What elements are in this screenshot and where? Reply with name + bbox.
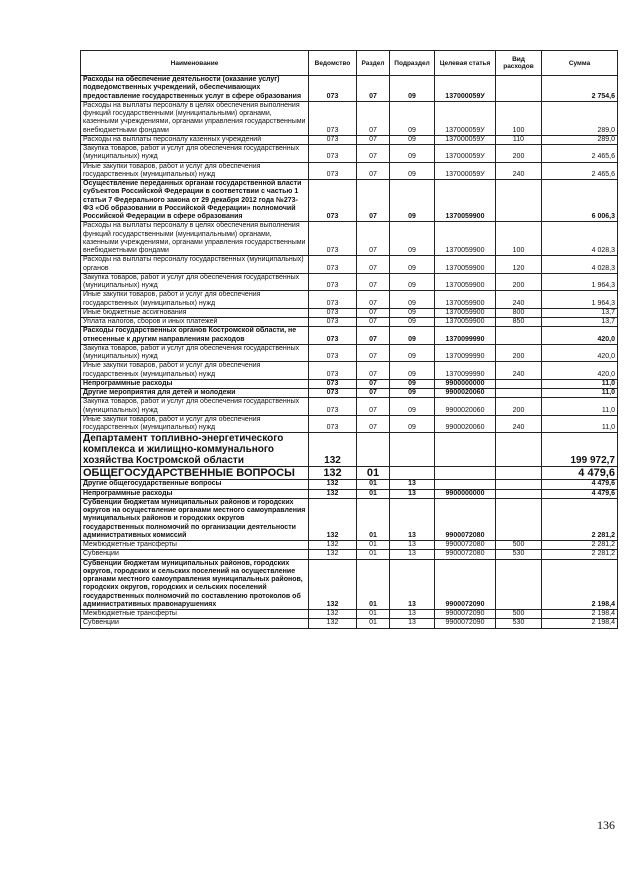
cell-target: 1370099990 xyxy=(435,327,496,345)
cell-sum: 2 198,4 xyxy=(542,559,618,610)
cell-section: 07 xyxy=(357,222,390,256)
cell-dept: 132 xyxy=(309,541,357,550)
cell-name: Непрограммные расходы xyxy=(81,489,309,498)
cell-target: 9900072090 xyxy=(435,610,496,619)
table-row xyxy=(81,180,618,222)
cell-section: 07 xyxy=(357,318,390,327)
cell-kind xyxy=(496,180,542,222)
cell-dept: 132 xyxy=(309,467,357,480)
cell-sum: 11,0 xyxy=(542,389,618,398)
cell-subsection: 09 xyxy=(390,76,435,102)
cell-dept: 073 xyxy=(309,398,357,416)
table-row xyxy=(81,101,618,135)
cell-dept: 073 xyxy=(309,76,357,102)
table-row xyxy=(81,76,618,102)
cell-name: Субвенции xyxy=(81,550,309,559)
header-dept: Ведомство xyxy=(309,51,357,76)
cell-subsection: 09 xyxy=(390,389,435,398)
table-row xyxy=(81,480,618,489)
page-number: 136 xyxy=(597,818,615,832)
cell-sum: 1 964,3 xyxy=(542,291,618,309)
cell-name: Иные закупки товаров, работ и услуг для обеспечения государственных (муниципальных) нужд xyxy=(81,415,309,433)
cell-subsection: 09 xyxy=(390,145,435,163)
cell-name: Непрограммные расходы xyxy=(81,379,309,388)
table-row xyxy=(81,550,618,559)
cell-dept: 073 xyxy=(309,344,357,362)
header-subsection: Подраздел xyxy=(390,51,435,76)
cell-kind: 500 xyxy=(496,610,542,619)
cell-sum: 4 479,6 xyxy=(542,480,618,489)
cell-kind xyxy=(496,379,542,388)
cell-section: 01 xyxy=(357,619,390,628)
cell-section: 01 xyxy=(357,550,390,559)
table-row xyxy=(81,467,618,480)
cell-sum: 420,0 xyxy=(542,327,618,345)
cell-subsection: 09 xyxy=(390,327,435,345)
cell-target: 9900072080 xyxy=(435,541,496,550)
cell-subsection: 13 xyxy=(390,559,435,610)
table-row xyxy=(81,415,618,433)
table-row xyxy=(81,489,618,498)
cell-sum: 420,0 xyxy=(542,362,618,380)
cell-target xyxy=(435,480,496,489)
cell-section: 07 xyxy=(357,415,390,433)
table-row xyxy=(81,344,618,362)
cell-subsection: 09 xyxy=(390,308,435,317)
budget-table xyxy=(80,50,618,629)
cell-section: 07 xyxy=(357,362,390,380)
cell-target: 1370059900 xyxy=(435,308,496,317)
cell-section: 07 xyxy=(357,398,390,416)
cell-section: 07 xyxy=(357,101,390,135)
cell-target: 137000059У xyxy=(435,145,496,163)
cell-name: Иные закупки товаров, работ и услуг для обеспечения государственных (муниципальных) нужд xyxy=(81,362,309,380)
table-row xyxy=(81,256,618,274)
cell-subsection: 13 xyxy=(390,541,435,550)
cell-section: 07 xyxy=(357,145,390,163)
cell-sum: 2 281,2 xyxy=(542,498,618,540)
cell-name: Закупка товаров, работ и услуг для обеспечения государственных (муниципальных) нужд xyxy=(81,344,309,362)
cell-name: Расходы на обеспечение деятельности (оказание услуг) подведомственных учреждений, обеспечивающих предоставление государственных услуг в сфере образования xyxy=(81,76,309,102)
cell-dept: 073 xyxy=(309,318,357,327)
table-row xyxy=(81,559,618,610)
cell-sum: 4 479,6 xyxy=(542,467,618,480)
cell-name: Другие мероприятия для детей и молодежи xyxy=(81,389,309,398)
table-row xyxy=(81,222,618,256)
cell-kind: 240 xyxy=(496,415,542,433)
cell-dept: 132 xyxy=(309,619,357,628)
cell-subsection xyxy=(390,467,435,480)
cell-target: 9900072090 xyxy=(435,559,496,610)
cell-dept: 132 xyxy=(309,559,357,610)
cell-name: Субвенции бюджетам муниципальных районов и городских округов на осуществление органами местного самоуправления муниципальных районов и городских округов государственных полномочий по организации деятельности административных комиссий xyxy=(81,498,309,540)
cell-dept: 132 xyxy=(309,489,357,498)
cell-sum: 13,7 xyxy=(542,318,618,327)
cell-name: Другие общегосударственные вопросы xyxy=(81,480,309,489)
cell-target xyxy=(435,467,496,480)
cell-target: 1370059900 xyxy=(435,222,496,256)
cell-subsection xyxy=(390,433,435,467)
cell-kind: 100 xyxy=(496,101,542,135)
cell-kind xyxy=(496,489,542,498)
cell-section: 07 xyxy=(357,180,390,222)
cell-name: Закупка товаров, работ и услуг для обеспечения государственных (муниципальных) нужд xyxy=(81,398,309,416)
cell-sum: 1 964,3 xyxy=(542,273,618,291)
cell-dept: 073 xyxy=(309,256,357,274)
table-row xyxy=(81,498,618,540)
table-row xyxy=(81,327,618,345)
cell-kind: 200 xyxy=(496,273,542,291)
cell-name: Расходы государственных органов Костромской области, не отнесенные к другим направлениям расходов xyxy=(81,327,309,345)
table-row xyxy=(81,273,618,291)
cell-subsection: 13 xyxy=(390,489,435,498)
cell-dept: 132 xyxy=(309,550,357,559)
cell-kind: 530 xyxy=(496,550,542,559)
cell-name: Уплата налогов, сборов и иных платежей xyxy=(81,318,309,327)
cell-sum: 2 754,6 xyxy=(542,76,618,102)
cell-sum: 2 198,4 xyxy=(542,619,618,628)
cell-sum: 11,0 xyxy=(542,379,618,388)
cell-kind: 800 xyxy=(496,308,542,317)
table-row xyxy=(81,308,618,317)
cell-name: Расходы на выплаты персоналу государственных (муниципальных) органов xyxy=(81,256,309,274)
cell-dept: 073 xyxy=(309,180,357,222)
cell-section: 07 xyxy=(357,327,390,345)
cell-target: 1370099990 xyxy=(435,344,496,362)
cell-target: 9900020060 xyxy=(435,389,496,398)
cell-name: Межбюджетные трансферты xyxy=(81,541,309,550)
cell-kind xyxy=(496,76,542,102)
cell-dept: 073 xyxy=(309,162,357,180)
cell-dept: 073 xyxy=(309,135,357,144)
cell-sum: 4 479,6 xyxy=(542,489,618,498)
cell-subsection: 09 xyxy=(390,362,435,380)
cell-kind: 110 xyxy=(496,135,542,144)
cell-target: 1370059900 xyxy=(435,291,496,309)
cell-kind xyxy=(496,433,542,467)
cell-dept: 073 xyxy=(309,415,357,433)
cell-sum: 2 465,6 xyxy=(542,162,618,180)
header-sum: Сумма xyxy=(542,51,618,76)
table-row xyxy=(81,135,618,144)
cell-subsection: 09 xyxy=(390,273,435,291)
cell-section: 01 xyxy=(357,610,390,619)
cell-name: Субвенции xyxy=(81,619,309,628)
cell-section: 01 xyxy=(357,467,390,480)
cell-sum: 2 465,6 xyxy=(542,145,618,163)
cell-target: 9900020060 xyxy=(435,398,496,416)
table-header-row xyxy=(81,51,618,76)
cell-subsection: 09 xyxy=(390,291,435,309)
cell-subsection: 13 xyxy=(390,619,435,628)
cell-name: Межбюджетные трансферты xyxy=(81,610,309,619)
cell-section: 01 xyxy=(357,489,390,498)
cell-kind xyxy=(496,327,542,345)
cell-section: 07 xyxy=(357,162,390,180)
cell-subsection: 09 xyxy=(390,256,435,274)
table-row xyxy=(81,379,618,388)
cell-subsection: 09 xyxy=(390,222,435,256)
cell-name: Осуществление переданных органам государственной власти субъектов Российской Федерации в соответствии с частью 1 статьи 7 Федерального закона от 29 декабря 2012 года №273-ФЗ «Об образовании в Российской Федерации» полномочий Российской Федерации в сфере образования xyxy=(81,180,309,222)
cell-kind: 200 xyxy=(496,344,542,362)
cell-kind: 500 xyxy=(496,541,542,550)
cell-dept: 073 xyxy=(309,145,357,163)
cell-section: 07 xyxy=(357,291,390,309)
cell-sum: 289,0 xyxy=(542,135,618,144)
cell-sum: 4 028,3 xyxy=(542,256,618,274)
table-row xyxy=(81,318,618,327)
table-row xyxy=(81,610,618,619)
cell-kind: 100 xyxy=(496,222,542,256)
cell-dept: 073 xyxy=(309,362,357,380)
cell-name: Иные закупки товаров, работ и услуг для обеспечения государственных (муниципальных) нужд xyxy=(81,291,309,309)
table-row xyxy=(81,291,618,309)
cell-target xyxy=(435,433,496,467)
cell-name: Закупка товаров, работ и услуг для обеспечения государственных (муниципальных) нужд xyxy=(81,273,309,291)
cell-sum: 11,0 xyxy=(542,415,618,433)
cell-subsection: 09 xyxy=(390,180,435,222)
cell-kind: 120 xyxy=(496,256,542,274)
cell-name: ОБЩЕГОСУДАРСТВЕННЫЕ ВОПРОСЫ xyxy=(81,467,309,480)
cell-target: 1370059900 xyxy=(435,180,496,222)
cell-name: Департамент топливно-энергетического комплекса и жилищно-коммунального хозяйства Костромской области xyxy=(81,433,309,467)
cell-kind xyxy=(496,480,542,489)
cell-kind xyxy=(496,559,542,610)
cell-sum: 6 006,3 xyxy=(542,180,618,222)
cell-name: Иные закупки товаров, работ и услуг для обеспечения государственных (муниципальных) нужд xyxy=(81,162,309,180)
cell-name: Расходы на выплаты персоналу в целях обеспечения выполнения функций государственными (муниципальными) органами, казенными учреждениями, органами управления государственными внебюджетными фондами xyxy=(81,222,309,256)
cell-section: 07 xyxy=(357,135,390,144)
cell-subsection: 09 xyxy=(390,101,435,135)
cell-section: 07 xyxy=(357,389,390,398)
cell-dept: 073 xyxy=(309,389,357,398)
cell-target: 137000059У xyxy=(435,135,496,144)
cell-subsection: 13 xyxy=(390,498,435,540)
table-row xyxy=(81,362,618,380)
cell-section xyxy=(357,433,390,467)
cell-name: Закупка товаров, работ и услуг для обеспечения государственных (муниципальных) нужд xyxy=(81,145,309,163)
table-row xyxy=(81,398,618,416)
cell-target: 9900000000 xyxy=(435,489,496,498)
table-row xyxy=(81,145,618,163)
cell-target: 9900072080 xyxy=(435,550,496,559)
cell-sum: 199 972,7 xyxy=(542,433,618,467)
cell-kind: 530 xyxy=(496,619,542,628)
cell-target: 1370059900 xyxy=(435,318,496,327)
cell-kind xyxy=(496,389,542,398)
table-row xyxy=(81,619,618,628)
cell-subsection: 09 xyxy=(390,415,435,433)
cell-dept: 132 xyxy=(309,610,357,619)
header-kind: Вид расходов xyxy=(496,51,542,76)
cell-subsection: 09 xyxy=(390,344,435,362)
cell-subsection: 13 xyxy=(390,610,435,619)
table-body xyxy=(81,76,618,629)
cell-sum: 11,0 xyxy=(542,398,618,416)
cell-section: 01 xyxy=(357,498,390,540)
cell-section: 07 xyxy=(357,76,390,102)
cell-subsection: 09 xyxy=(390,135,435,144)
cell-section: 01 xyxy=(357,559,390,610)
cell-sum: 2 198,4 xyxy=(542,610,618,619)
cell-section: 07 xyxy=(357,379,390,388)
cell-dept: 073 xyxy=(309,222,357,256)
cell-kind xyxy=(496,467,542,480)
cell-target: 9900072080 xyxy=(435,498,496,540)
cell-subsection: 13 xyxy=(390,550,435,559)
cell-name: Иные бюджетные ассигнования xyxy=(81,308,309,317)
header-target: Целевая статья xyxy=(435,51,496,76)
table-row xyxy=(81,389,618,398)
cell-target: 1370059900 xyxy=(435,273,496,291)
cell-dept: 073 xyxy=(309,291,357,309)
cell-dept: 073 xyxy=(309,101,357,135)
cell-kind: 240 xyxy=(496,291,542,309)
cell-subsection: 13 xyxy=(390,480,435,489)
cell-sum: 289,0 xyxy=(542,101,618,135)
cell-section: 07 xyxy=(357,308,390,317)
cell-subsection: 09 xyxy=(390,379,435,388)
cell-dept: 073 xyxy=(309,379,357,388)
cell-target: 137000059У xyxy=(435,101,496,135)
cell-dept: 073 xyxy=(309,327,357,345)
cell-section: 07 xyxy=(357,344,390,362)
cell-target: 9900020060 xyxy=(435,415,496,433)
table-row xyxy=(81,541,618,550)
cell-name: Субвенции бюджетам муниципальных районов, городских округов, городских и сельских поселений на осуществление органами местного самоуправления муниципальных районов, городских округов, городских и сельских поселений государственных полномочий по составлению протоколов об административных правонарушениях xyxy=(81,559,309,610)
cell-section: 07 xyxy=(357,273,390,291)
cell-kind: 850 xyxy=(496,318,542,327)
cell-name: Расходы на выплаты персоналу в целях обеспечения выполнения функций государственными (муниципальными) органами, казенными учреждениями, органами управления государственными внебюджетными фондами xyxy=(81,101,309,135)
cell-sum: 4 028,3 xyxy=(542,222,618,256)
cell-section: 01 xyxy=(357,480,390,489)
cell-kind: 240 xyxy=(496,362,542,380)
header-section: Раздел xyxy=(357,51,390,76)
cell-dept: 132 xyxy=(309,498,357,540)
cell-dept: 073 xyxy=(309,273,357,291)
cell-dept: 132 xyxy=(309,433,357,467)
cell-dept: 132 xyxy=(309,480,357,489)
cell-sum: 420,0 xyxy=(542,344,618,362)
cell-kind xyxy=(496,498,542,540)
cell-kind: 240 xyxy=(496,162,542,180)
cell-name: Расходы на выплаты персоналу казенных учреждений xyxy=(81,135,309,144)
cell-target: 1370099990 xyxy=(435,362,496,380)
cell-subsection: 09 xyxy=(390,398,435,416)
table-row xyxy=(81,433,618,467)
cell-subsection: 09 xyxy=(390,162,435,180)
cell-kind: 200 xyxy=(496,398,542,416)
cell-target: 137000059У xyxy=(435,162,496,180)
cell-sum: 13,7 xyxy=(542,308,618,317)
budget-table-container xyxy=(80,50,617,629)
cell-section: 07 xyxy=(357,256,390,274)
cell-dept: 073 xyxy=(309,308,357,317)
header-name: Наименование xyxy=(81,51,309,76)
cell-section: 01 xyxy=(357,541,390,550)
cell-target: 9900072090 xyxy=(435,619,496,628)
cell-kind: 200 xyxy=(496,145,542,163)
cell-target: 1370059900 xyxy=(435,256,496,274)
cell-target: 137000059У xyxy=(435,76,496,102)
cell-target: 9900000000 xyxy=(435,379,496,388)
cell-sum: 2 281,2 xyxy=(542,541,618,550)
table-row xyxy=(81,162,618,180)
cell-sum: 2 281,2 xyxy=(542,550,618,559)
cell-subsection: 09 xyxy=(390,318,435,327)
